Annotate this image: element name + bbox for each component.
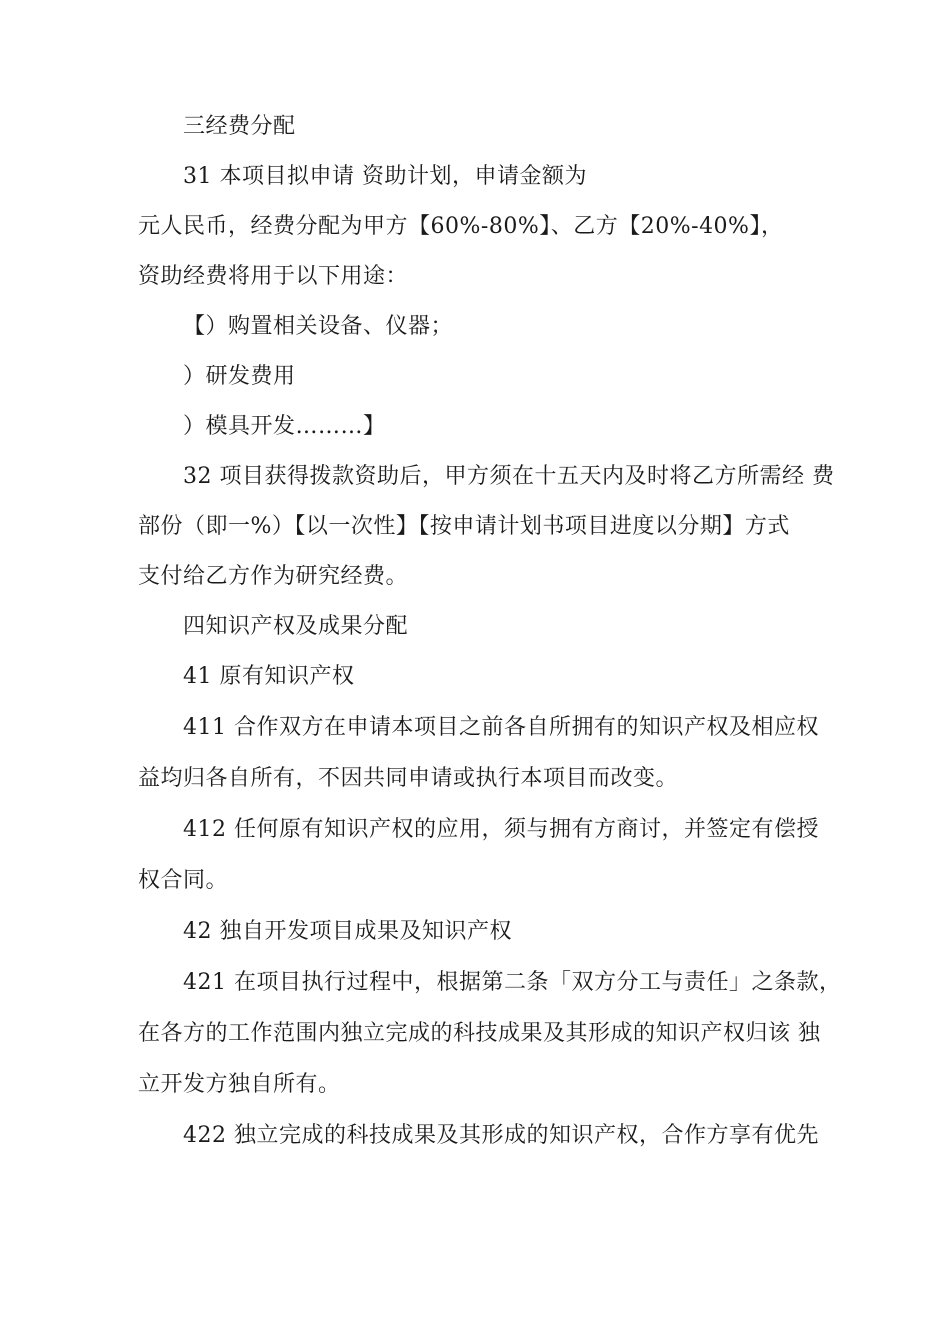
section-heading: 三经费分配 xyxy=(183,114,296,139)
paragraph-line: 元人民币，经费分配为甲方【60%-80%】、乙方【20%-40%】， xyxy=(138,214,784,239)
paragraph-line: 资助经费将用于以下用途： xyxy=(138,264,409,289)
paragraph-line: 立开发方独自所有。 xyxy=(138,1072,341,1097)
subsection-heading: 42 独自开发项目成果及知识产权 xyxy=(183,919,512,944)
list-item: ）研发费用 xyxy=(183,364,296,389)
paragraph-line: 31 本项目拟申请 资助计划，申请金额为 xyxy=(183,164,587,189)
list-item: ）模具开发………】 xyxy=(183,414,386,439)
paragraph-line: 在各方的工作范围内独立完成的科技成果及其形成的知识产权归该 独 xyxy=(138,1021,821,1046)
section-heading: 四知识产权及成果分配 xyxy=(183,614,409,639)
paragraph-line: 421 在项目执行过程中，根据第二条「双方分工与责任」之条款， xyxy=(183,970,842,995)
paragraph-line: 411 合作双方在申请本项目之前各自所拥有的知识产权及相应权 xyxy=(183,715,819,740)
paragraph-line: 支付给乙方作为研究经费。 xyxy=(138,564,409,589)
paragraph-line: 32 项目获得拨款资助后，甲方须在十五天内及时将乙方所需经 费 xyxy=(183,464,835,489)
subsection-heading: 41 原有知识产权 xyxy=(183,664,355,689)
paragraph-line: 部份（即一%）【以一次性】【按申请计划书项目进度以分期】方式 xyxy=(138,514,790,539)
paragraph-line: 422 独立完成的科技成果及其形成的知识产权，合作方享有优先 xyxy=(183,1123,819,1148)
paragraph-line: 益均归各自所有，不因共同申请或执行本项目而改变。 xyxy=(138,766,679,791)
paragraph-line: 412 任何原有知识产权的应用，须与拥有方商讨，并签定有偿授 xyxy=(183,817,819,842)
list-item: 【）购置相关设备、仪器； xyxy=(183,314,454,339)
paragraph-line: 权合同。 xyxy=(138,868,229,893)
